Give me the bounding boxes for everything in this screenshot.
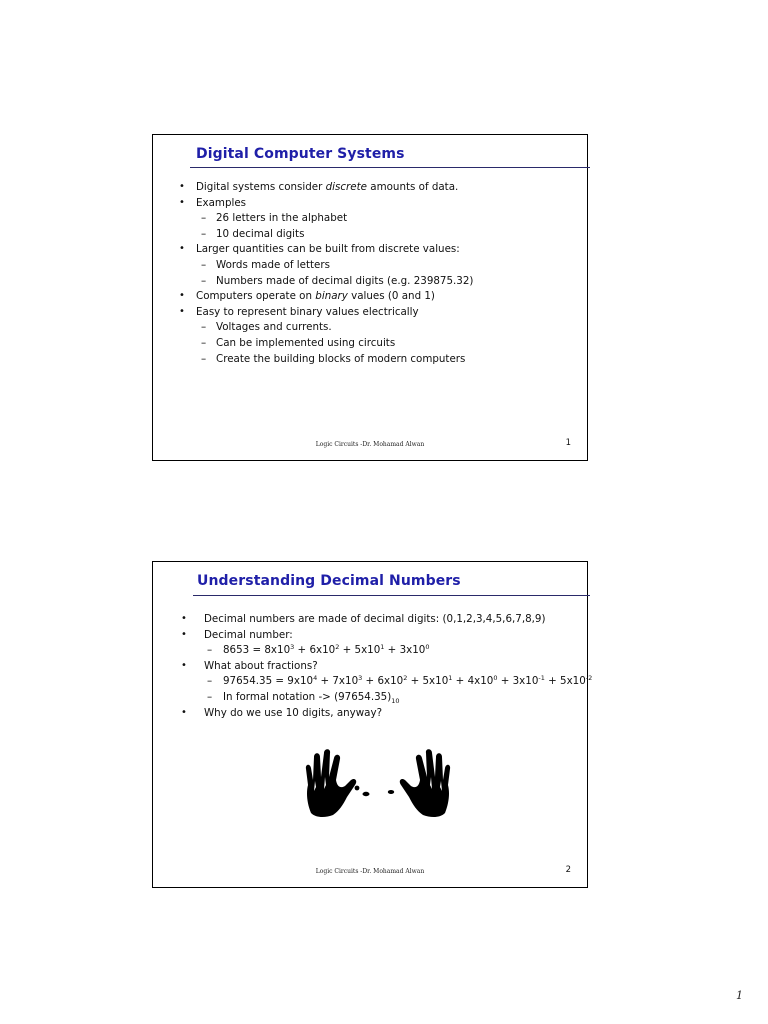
exponent: 1 — [380, 643, 385, 652]
title-underline — [193, 595, 590, 596]
exponent: 4 — [313, 674, 318, 683]
sheet-page-number: 1 — [736, 989, 743, 1002]
sub-bullet-item — [181, 674, 592, 690]
bullet-text: Computers operate on — [196, 290, 316, 303]
bullet-text: Digital systems consider — [196, 181, 326, 193]
two-hands-icon — [303, 747, 453, 823]
title-underline — [190, 167, 590, 168]
bullet-text: Numbers made of decimal digits (e.g. 239875.32) — [216, 274, 474, 287]
bullet-text: What about fractions? — [204, 659, 318, 672]
bullet-item — [179, 196, 473, 212]
bullet-item — [179, 242, 473, 258]
bullet-text: + 5x10 — [544, 675, 586, 688]
bullet-text: binary — [315, 290, 348, 303]
bullet-text: 26 letters in the alphabet — [216, 212, 348, 225]
sub-bullet-item — [179, 211, 473, 227]
bullet-text: + 6x10 — [294, 644, 336, 657]
bullet-item — [181, 628, 592, 644]
bullet-text: Easy to represent binary values electrically — [196, 305, 419, 318]
bullet-text: + 3x10 — [384, 644, 426, 657]
slide-footer: Logic Circuits -Dr. Mohamad Alwan — [315, 868, 425, 875]
bullet-text: Decimal number: — [204, 628, 293, 641]
bullet-text: Words made of letters — [216, 258, 330, 271]
exponent: 0 — [425, 643, 430, 652]
exponent: 1 — [448, 674, 453, 683]
subscript: 10 — [391, 696, 400, 705]
bullet-list — [181, 612, 592, 721]
sub-bullet-item — [179, 274, 473, 290]
sub-bullet-item — [179, 258, 473, 274]
sub-bullet-item — [179, 336, 473, 352]
bullet-text: + 4x10 — [452, 675, 494, 688]
bullet-text: Decimal numbers are made of decimal digits: (0,1,2,3,4,5,6,7,8,9) — [204, 613, 546, 625]
bullet-item — [181, 706, 592, 722]
sub-bullet-item — [179, 227, 473, 243]
bullet-text: + 7x10 — [317, 675, 359, 688]
slide-page-number: 2 — [565, 865, 571, 875]
bullet-item — [179, 180, 473, 196]
bullet-text: + 6x10 — [362, 675, 404, 688]
sub-bullet-item — [181, 690, 592, 706]
bullet-list — [179, 180, 473, 367]
bullet-text: + 5x10 — [407, 675, 449, 688]
bullet-text: Larger quantities can be built from discrete values: — [196, 243, 460, 256]
slide-title: Digital Computer Systems — [196, 146, 405, 162]
slide-title: Understanding Decimal Numbers — [197, 573, 461, 589]
bullet-text: discrete — [325, 181, 367, 193]
sub-bullet-item — [181, 643, 592, 659]
bullet-text: amounts of data. — [367, 181, 459, 193]
bullet-text: Can be implemented using circuits — [216, 336, 396, 349]
exponent: 2 — [335, 643, 340, 652]
exponent: 2 — [403, 674, 408, 683]
exponent: -2 — [585, 674, 593, 683]
slide-1 — [152, 134, 588, 461]
bullet-item — [179, 289, 473, 305]
bullet-text: Create the building blocks of modern computers — [216, 352, 466, 365]
exponent: 3 — [358, 674, 363, 683]
bullet-text: 97654.35 = 9x10 — [223, 675, 314, 688]
bullet-text: + 3x10 — [497, 675, 539, 688]
exponent: 3 — [290, 643, 295, 652]
bullet-text: 10 decimal digits — [216, 227, 305, 240]
bullet-text: Voltages and currents. — [216, 321, 332, 334]
bullet-text: Examples — [196, 196, 247, 209]
slide-page-number: 1 — [565, 438, 571, 448]
bullet-item — [181, 612, 592, 628]
slide-footer: Logic Circuits -Dr. Mohamad Alwan — [315, 441, 425, 448]
bullet-item — [181, 659, 592, 675]
bullet-text: Why do we use 10 digits, anyway? — [204, 706, 383, 719]
slide-2 — [152, 561, 593, 888]
bullet-text: In formal notation -> (97654.35) — [223, 690, 392, 703]
bullet-item — [179, 305, 473, 321]
bullet-text: values (0 and 1) — [347, 290, 435, 303]
exponent: -1 — [538, 674, 545, 683]
exponent: 0 — [493, 674, 498, 683]
sub-bullet-item — [179, 320, 473, 336]
sub-bullet-item — [179, 352, 473, 368]
bullet-text: 8653 = 8x10 — [223, 644, 291, 657]
bullet-text: + 5x10 — [339, 644, 381, 657]
